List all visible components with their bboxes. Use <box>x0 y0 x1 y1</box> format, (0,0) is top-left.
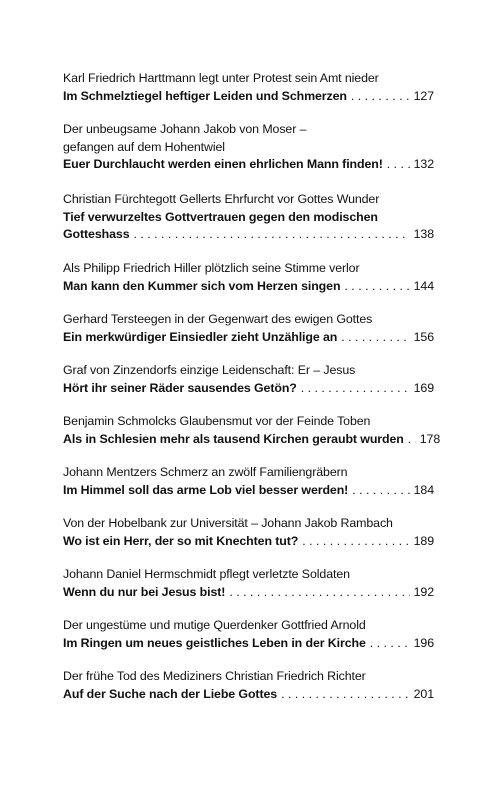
toc-entry <box>63 191 434 244</box>
page-number: 189 <box>413 533 434 548</box>
toc-entry-title-row <box>63 482 434 500</box>
toc-entry-title-row <box>63 380 434 398</box>
leader-dots <box>133 226 409 244</box>
toc-entry-subtitle: Als Philipp Friedrich Hiller plötzlich seine Stimme verlor <box>63 261 360 275</box>
toc-entry <box>63 668 434 703</box>
toc-entry <box>63 464 434 499</box>
toc-entry-title-row <box>63 156 434 174</box>
toc-entry-subtitle: Von der Hobelbank zur Universität – Johann Jakob Rambach <box>63 516 393 530</box>
toc-entry-subtitle: Der frühe Tod des Mediziners Christian Friedrich Richter <box>63 669 366 683</box>
toc-entry <box>63 70 434 105</box>
toc-entry-subtitle: Der ungestüme und mutige Querdenker Gottfried Arnold <box>63 618 366 632</box>
toc-entry-title: Auf der Suche nach der Liebe Gottes <box>63 686 278 701</box>
toc-entry-title-row <box>63 329 434 347</box>
toc-entry-title: Im Himmel soll das arme Lob viel besser werden! <box>63 482 349 497</box>
toc-entry-title: Im Schmelztiegel heftiger Leiden und Schmerzen <box>63 88 347 103</box>
toc-entry-title: Hört ihr seiner Räder sausendes Getön? <box>63 380 297 395</box>
page-number: 144 <box>413 278 434 293</box>
page-number: 156 <box>413 329 434 344</box>
toc-entry-subtitle: Der unbeugsame Johann Jakob von Moser – <box>63 122 307 136</box>
leader-dots <box>370 635 410 653</box>
page-number: 127 <box>413 88 434 103</box>
toc-entry-title-row <box>63 686 434 704</box>
toc-entry <box>63 362 434 397</box>
toc-entry-subtitle: Karl Friedrich Harttmann legt unter Protest sein Amt nieder <box>63 71 379 85</box>
leader-dots <box>229 584 409 602</box>
toc-entry-title: Man kann den Kummer sich vom Herzen singen <box>63 278 341 293</box>
toc-entry <box>63 413 441 448</box>
leader-dots <box>302 533 409 551</box>
toc-entry-title: Wo ist ein Herr, der so mit Knechten tut? <box>63 533 299 548</box>
toc-entry-title-row <box>63 278 434 296</box>
leader-dots <box>341 329 409 347</box>
toc-entry <box>63 260 434 295</box>
toc-entry <box>63 121 434 174</box>
toc-entry-subtitle: Benjamin Schmolcks Glaubensmut vor der Feinde Toben <box>63 414 371 428</box>
toc-entry-title: Gotteshass <box>63 227 130 241</box>
toc-entry <box>63 566 434 601</box>
toc-entry-title: Tief verwurzeltes Gottvertrauen gegen den modischen <box>63 209 378 224</box>
page-number: 192 <box>413 584 434 599</box>
leader-dots <box>301 380 410 398</box>
toc-entry-title: Wenn du nur bei Jesus bist! <box>63 584 226 599</box>
leader-dots <box>281 686 410 704</box>
toc-entry-title: Ein merkwürdiger Einsiedler zieht Unzählige an <box>63 329 338 344</box>
toc-entry-subtitle: Johann Mentzers Schmerz an zwölf Familiengräbern <box>63 465 348 479</box>
toc-entry-title: Euer Durchlaucht werden einen ehrlichen Mann finden! <box>63 157 383 171</box>
toc-entry <box>63 617 434 652</box>
toc-entry-title-row <box>63 584 434 602</box>
page-number: 169 <box>413 380 434 395</box>
toc-entry-title-row <box>63 88 434 106</box>
toc-entry-title-row <box>63 431 441 449</box>
toc-entry-subtitle: Gerhard Tersteegen in der Gegenwart des ewigen Gottes <box>63 312 373 326</box>
toc-entry-title: Im Ringen um neues geistliches Leben in der Kirche <box>63 635 366 650</box>
toc-entry-title-row <box>63 226 434 244</box>
toc-entry <box>63 311 434 346</box>
page-number: 201 <box>413 686 434 701</box>
page-number: 138 <box>413 227 434 241</box>
page-number: 132 <box>413 157 434 171</box>
page-number: 184 <box>413 482 434 497</box>
leader-dots <box>387 156 410 174</box>
toc-entry-subtitle: Christian Fürchtegott Gellerts Ehrfurcht vor Gottes Wunder <box>63 192 380 206</box>
toc-entry-title-row <box>63 533 434 551</box>
toc-entry <box>63 515 434 550</box>
leader-dots <box>351 88 410 106</box>
leader-dots <box>408 431 416 449</box>
toc-entry-subtitle: gefangen auf dem Hohentwiel <box>63 139 225 154</box>
page-number: 196 <box>413 635 434 650</box>
toc-entry-subtitle: Graf von Zinzendorfs einzige Leidenschaft: Er – Jesus <box>63 363 356 377</box>
toc-entry-title: Als in Schlesien mehr als tausend Kirchen geraubt wurden <box>63 431 404 446</box>
toc-entry-subtitle: Johann Daniel Hermschmidt pflegt verletzte Soldaten <box>63 567 350 581</box>
toc-entry-title-row <box>63 635 434 653</box>
page-number: 178 <box>419 431 441 446</box>
leader-dots <box>352 482 409 500</box>
leader-dots <box>344 278 409 296</box>
